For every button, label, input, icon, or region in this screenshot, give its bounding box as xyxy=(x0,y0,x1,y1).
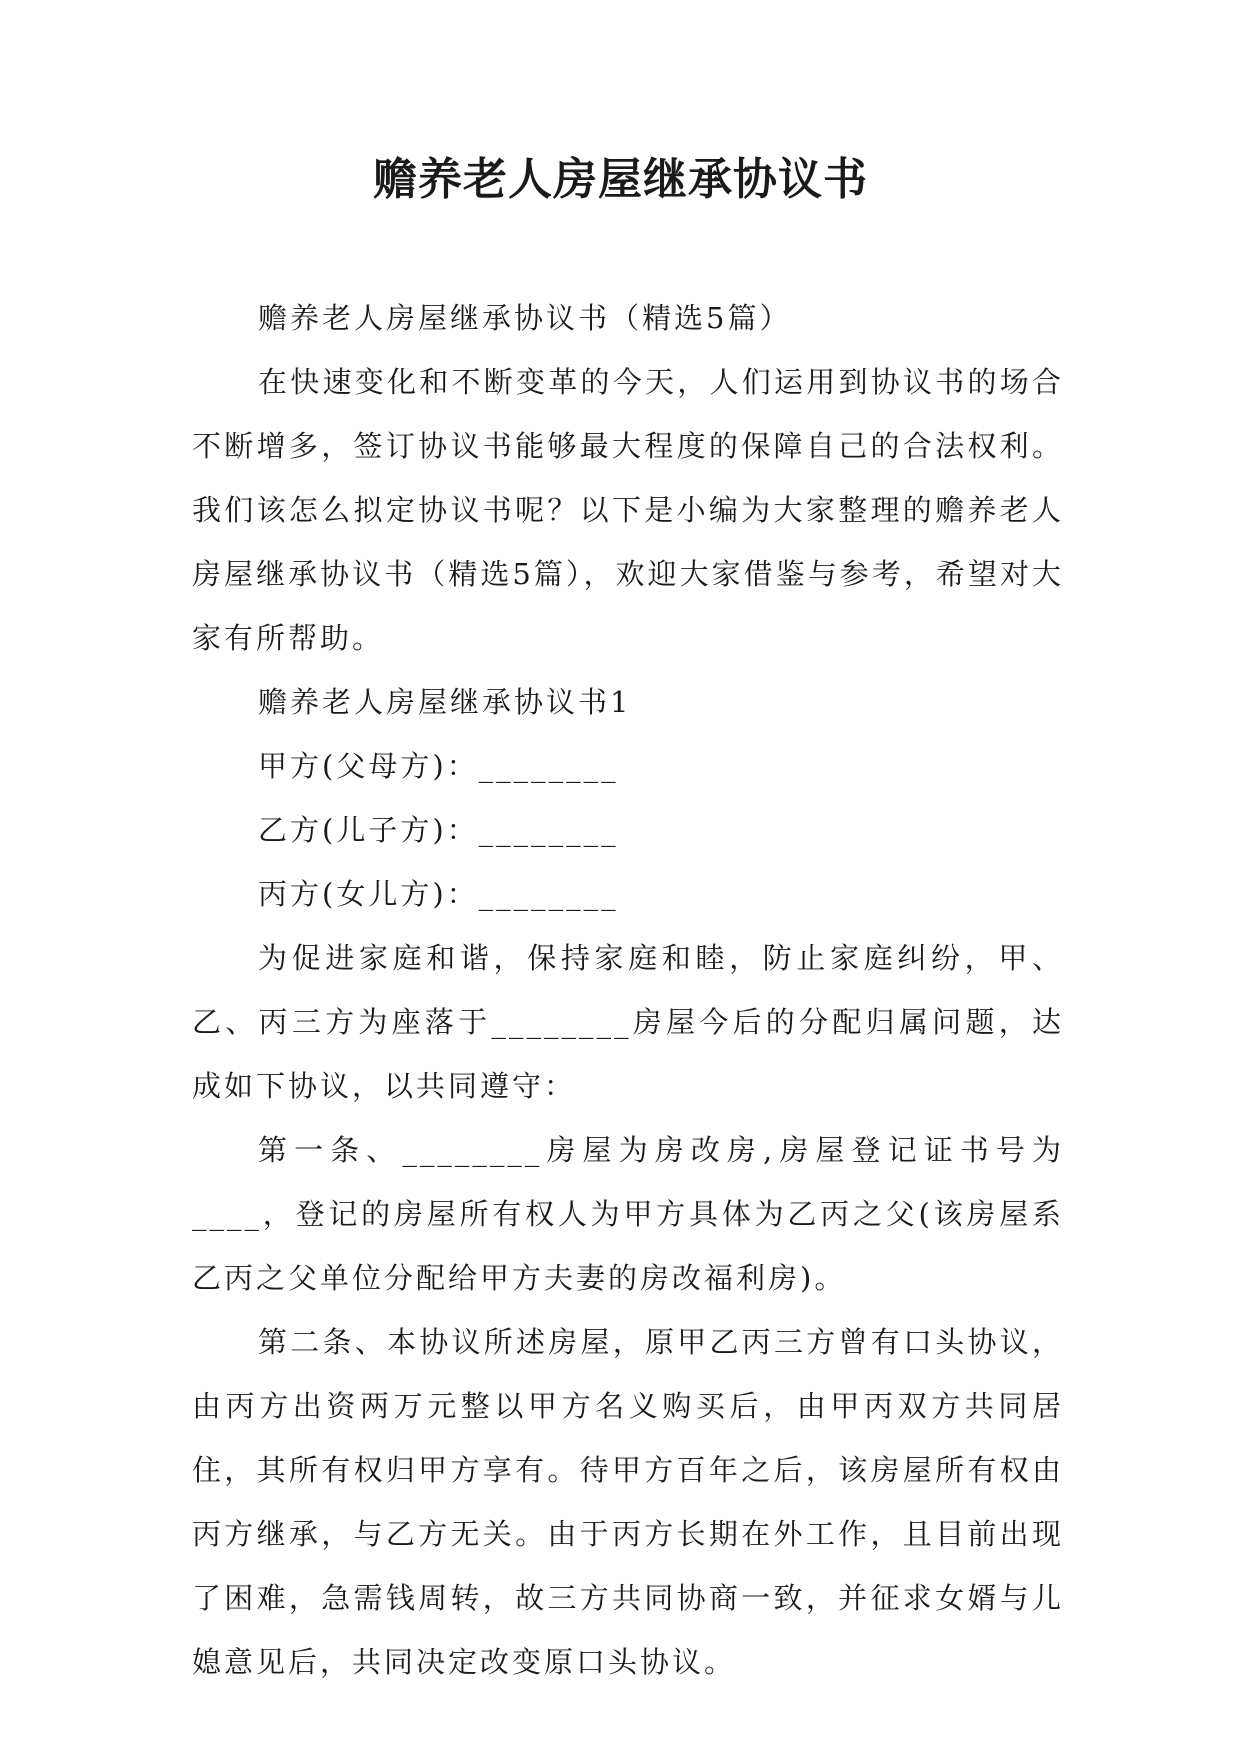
intro-paragraph: 在快速变化和不断变革的今天，人们运用到协议书的场合不断增多，签订协议书能够最大程度的保障自己的合法权利。我们该怎么拟定协议书呢？以下是小编为大家整理的赡养老人房屋继承协议书（精选5篇），欢迎大家借鉴与参考，希望对大家有所帮助。 xyxy=(192,365,1064,655)
party-b-line: 乙方(儿子方)：________ xyxy=(258,813,619,847)
party-c-line: 丙方(女儿方)：________ xyxy=(258,877,619,911)
document-title: 赡养老人房屋继承协议书 xyxy=(373,154,868,205)
subtitle-paragraph: 赡养老人房屋继承协议书（精选5篇） xyxy=(258,301,792,335)
document-body xyxy=(192,286,1064,1694)
party-a-line: 甲方(父母方)：________ xyxy=(258,749,619,783)
preamble-paragraph: 为促进家庭和谐，保持家庭和睦，防止家庭纠纷，甲、乙、丙三方为座落于________房屋今后的分配归属问题，达成如下协议，以共同遵守： xyxy=(192,941,1064,1103)
section-heading: 赡养老人房屋继承协议书1 xyxy=(258,685,632,719)
article-1-paragraph: 第一条、________房屋为房改房,房屋登记证书号为____，登记的房屋所有权人为甲方具体为乙丙之父(该房屋系乙丙之父单位分配给甲方夫妻的房改福利房)。 xyxy=(192,1133,1064,1295)
article-2-paragraph: 第二条、本协议所述房屋，原甲乙丙三方曾有口头协议，由丙方出资两万元整以甲方名义购买后，由甲丙双方共同居住，其所有权归甲方享有。待甲方百年之后，该房屋所有权由丙方继承，与乙方无关。由于丙方长期在外工作，且目前出现了困难，急需钱周转，故三方共同协商一致，并征求女婿与儿媳意见后，共同决定改变原口头协议。 xyxy=(192,1325,1064,1679)
